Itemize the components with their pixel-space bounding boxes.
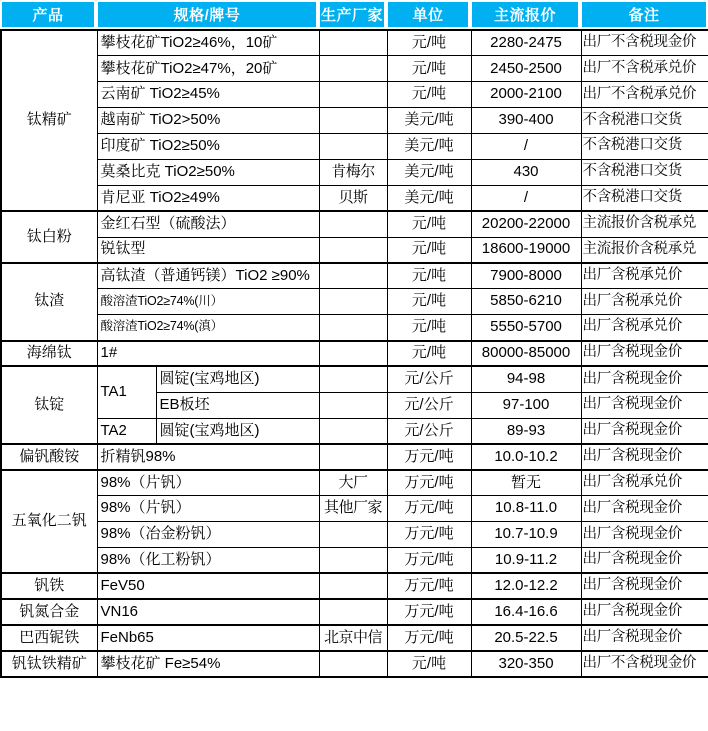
unit-cell: 元/公斤 [387, 418, 471, 444]
price-cell: 10.8-11.0 [471, 496, 581, 522]
product-cell: 海绵钛 [1, 341, 97, 367]
spec-cell: 酸溶渣TiO2≥74%(滇） [97, 315, 319, 341]
unit-cell: 万元/吨 [387, 625, 471, 651]
maker-cell [319, 263, 387, 289]
product-cell: 巴西铌铁 [1, 625, 97, 651]
unit-cell: 元/吨 [387, 82, 471, 108]
spec-cell: 98%（化工粉钒） [97, 548, 319, 574]
spec-cell: 莫桑比克 TiO2≥50% [97, 159, 319, 185]
unit-cell: 元/公斤 [387, 392, 471, 418]
price-table [0, 29, 708, 678]
price-cell: 10.0-10.2 [471, 444, 581, 470]
spec-cell: 高钛渣（普通钙镁）TiO2 ≥90% [97, 263, 319, 289]
unit-cell: 万元/吨 [387, 444, 471, 470]
note-cell: 不含税港口交货 [581, 159, 708, 185]
maker-cell [319, 599, 387, 625]
price-cell: / [471, 134, 581, 160]
note-cell: 出厂含税现金价 [581, 366, 708, 392]
header-note: 备注 [580, 0, 708, 29]
table-row [1, 82, 708, 108]
table-row [1, 134, 708, 160]
unit-cell: 美元/吨 [387, 185, 471, 211]
maker-cell [319, 573, 387, 599]
maker-cell [319, 315, 387, 341]
price-cell: 390-400 [471, 108, 581, 134]
price-cell: 2450-2500 [471, 56, 581, 82]
note-cell: 出厂含税现金价 [581, 496, 708, 522]
table-row [1, 211, 708, 237]
unit-cell: 元/吨 [387, 341, 471, 367]
maker-cell [319, 548, 387, 574]
unit-cell: 万元/吨 [387, 470, 471, 496]
maker-cell: 北京中信 [319, 625, 387, 651]
price-cell: 94-98 [471, 366, 581, 392]
product-cell: 偏钒酸铵 [1, 444, 97, 470]
unit-cell: 美元/吨 [387, 134, 471, 160]
unit-cell: 元/吨 [387, 263, 471, 289]
table-row [1, 289, 708, 315]
product-cell: 钛精矿 [1, 30, 97, 211]
price-cell: 10.9-11.2 [471, 548, 581, 574]
spec-cell: FeV50 [97, 573, 319, 599]
note-cell: 出厂含税承兑价 [581, 263, 708, 289]
price-cell: 20200-22000 [471, 211, 581, 237]
table-row [1, 625, 708, 651]
note-cell: 出厂含税承兑价 [581, 315, 708, 341]
spec-cell: 攀枝花矿 Fe≥54% [97, 651, 319, 677]
note-cell: 出厂含税现金价 [581, 341, 708, 367]
maker-cell [319, 418, 387, 444]
note-cell: 出厂含税现金价 [581, 418, 708, 444]
table-row [1, 341, 708, 367]
header-product: 产品 [0, 0, 96, 29]
maker-cell [319, 341, 387, 367]
table-row [1, 263, 708, 289]
product-cell: 钒氮合金 [1, 599, 97, 625]
table-row [1, 366, 708, 392]
price-cell: 暂无 [471, 470, 581, 496]
price-cell: 10.7-10.9 [471, 522, 581, 548]
price-cell: 12.0-12.2 [471, 573, 581, 599]
maker-cell: 贝斯 [319, 185, 387, 211]
price-cell: 89-93 [471, 418, 581, 444]
table-row [1, 185, 708, 211]
note-cell: 出厂含税现金价 [581, 548, 708, 574]
note-cell: 出厂含税承兑价 [581, 289, 708, 315]
spec-cell: 攀枝花矿TiO2≥47%，20矿 [97, 56, 319, 82]
price-cell: 18600-19000 [471, 237, 581, 263]
maker-cell [319, 82, 387, 108]
unit-cell: 元/吨 [387, 211, 471, 237]
note-cell: 不含税港口交货 [581, 134, 708, 160]
maker-cell [319, 134, 387, 160]
unit-cell: 元/公斤 [387, 366, 471, 392]
spec-cell: 金红石型（硫酸法） [97, 211, 319, 237]
spec-cell: 印度矿 TiO2≥50% [97, 134, 319, 160]
unit-cell: 美元/吨 [387, 159, 471, 185]
unit-cell: 元/吨 [387, 30, 471, 56]
spec-cell: 圆锭(宝鸡地区) [156, 366, 319, 392]
grade-cell: TA1 [97, 366, 156, 418]
note-cell: 主流报价含税承兑 [581, 237, 708, 263]
note-cell: 主流报价含税承兑 [581, 211, 708, 237]
product-cell: 钛锭 [1, 366, 97, 444]
unit-cell: 元/吨 [387, 315, 471, 341]
price-cell: / [471, 185, 581, 211]
maker-cell [319, 30, 387, 56]
table-row [1, 159, 708, 185]
note-cell: 出厂含税现金价 [581, 599, 708, 625]
product-cell: 五氧化二钒 [1, 470, 97, 574]
note-cell: 出厂含税现金价 [581, 625, 708, 651]
maker-cell [319, 392, 387, 418]
price-cell: 97-100 [471, 392, 581, 418]
maker-cell [319, 651, 387, 677]
header-maker: 生产厂家 [318, 0, 386, 29]
maker-cell: 其他厂家 [319, 496, 387, 522]
note-cell: 出厂不含税承兑价 [581, 82, 708, 108]
unit-cell: 元/吨 [387, 289, 471, 315]
product-cell: 钒铁 [1, 573, 97, 599]
maker-cell [319, 56, 387, 82]
product-cell: 钛渣 [1, 263, 97, 341]
price-cell: 7900-8000 [471, 263, 581, 289]
note-cell: 出厂含税现金价 [581, 392, 708, 418]
unit-cell: 万元/吨 [387, 599, 471, 625]
maker-cell [319, 108, 387, 134]
price-cell: 80000-85000 [471, 341, 581, 367]
spec-cell: 肯尼亚 TiO2≥49% [97, 185, 319, 211]
note-cell: 出厂含税现金价 [581, 444, 708, 470]
price-cell: 16.4-16.6 [471, 599, 581, 625]
price-cell: 20.5-22.5 [471, 625, 581, 651]
table-row [1, 30, 708, 56]
product-cell: 钒钛铁精矿 [1, 651, 97, 677]
note-cell: 出厂含税承兑价 [581, 470, 708, 496]
table-row [1, 56, 708, 82]
note-cell: 不含税港口交货 [581, 108, 708, 134]
maker-cell [319, 522, 387, 548]
spec-cell: 越南矿 TiO2>50% [97, 108, 319, 134]
unit-cell: 万元/吨 [387, 522, 471, 548]
header-spec: 规格/牌号 [96, 0, 318, 29]
spec-cell: 98%（片钒） [97, 470, 319, 496]
unit-cell: 万元/吨 [387, 496, 471, 522]
maker-cell [319, 211, 387, 237]
note-cell: 出厂含税现金价 [581, 573, 708, 599]
spec-cell: 锐钛型 [97, 237, 319, 263]
unit-cell: 元/吨 [387, 56, 471, 82]
table-row [1, 599, 708, 625]
spec-cell: EB板坯 [156, 392, 319, 418]
maker-cell: 大厂 [319, 470, 387, 496]
table-row [1, 444, 708, 470]
maker-cell [319, 237, 387, 263]
spec-cell: VN16 [97, 599, 319, 625]
note-cell: 出厂不含税现金价 [581, 30, 708, 56]
unit-cell: 万元/吨 [387, 573, 471, 599]
note-cell: 出厂不含税现金价 [581, 651, 708, 677]
table-row [1, 573, 708, 599]
maker-cell [319, 366, 387, 392]
unit-cell: 万元/吨 [387, 548, 471, 574]
note-cell: 出厂不含税承兑价 [581, 56, 708, 82]
price-cell: 430 [471, 159, 581, 185]
table-row [1, 496, 708, 522]
price-cell: 2000-2100 [471, 82, 581, 108]
unit-cell: 元/吨 [387, 651, 471, 677]
table-row [1, 418, 708, 444]
unit-cell: 元/吨 [387, 237, 471, 263]
table-row [1, 470, 708, 496]
spec-cell: 酸溶渣TiO2≥74%(川） [97, 289, 319, 315]
spec-cell: 圆锭(宝鸡地区) [156, 418, 319, 444]
product-cell: 钛白粉 [1, 211, 97, 263]
spec-cell: 98%（片钒） [97, 496, 319, 522]
table-row [1, 315, 708, 341]
table-row [1, 548, 708, 574]
price-cell: 5550-5700 [471, 315, 581, 341]
maker-cell: 肯梅尔 [319, 159, 387, 185]
unit-cell: 美元/吨 [387, 108, 471, 134]
price-cell: 5850-6210 [471, 289, 581, 315]
maker-cell [319, 444, 387, 470]
spec-cell: 98%（冶金粉钒） [97, 522, 319, 548]
table-row [1, 237, 708, 263]
price-cell: 320-350 [471, 651, 581, 677]
header-unit: 单位 [386, 0, 470, 29]
price-cell: 2280-2475 [471, 30, 581, 56]
table-row [1, 108, 708, 134]
table-row [1, 651, 708, 677]
header-price: 主流报价 [470, 0, 580, 29]
spec-cell: 折精钒98% [97, 444, 319, 470]
note-cell: 不含税港口交货 [581, 185, 708, 211]
table-header-row [0, 0, 708, 29]
note-cell: 出厂含税现金价 [581, 522, 708, 548]
spec-cell: 1# [97, 341, 319, 367]
grade-cell: TA2 [97, 418, 156, 444]
spec-cell: 攀枝花矿TiO2≥46%，10矿 [97, 30, 319, 56]
spec-cell: FeNb65 [97, 625, 319, 651]
table-row [1, 522, 708, 548]
spec-cell: 云南矿 TiO2≥45% [97, 82, 319, 108]
maker-cell [319, 289, 387, 315]
